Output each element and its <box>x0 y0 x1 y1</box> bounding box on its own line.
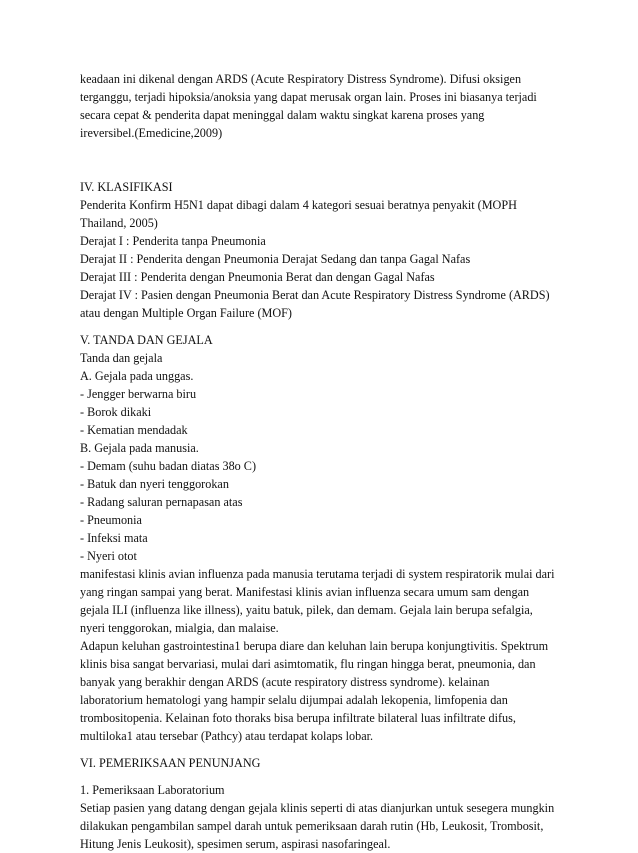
list-item: - Demam (suhu badan diatas 38o C) <box>80 459 256 473</box>
text-line: yang ringan sampai yang berat. Manifestasi klinis avian influenza secara umum sam dengan <box>80 585 530 599</box>
text-line: ireversibel.(Emedicine,2009) <box>80 126 223 140</box>
list-item: - Radang saluran pernapasan atas <box>80 495 243 509</box>
text-line: Setiap pasien yang datang dengan gejala klinis seperti di atas dianjurkan untuk sesegera mungkin <box>80 801 555 815</box>
text-line: Adapun keluhan gastrointestina1 berupa diare dan keluhan lain berupa konjungtivitis. Spektrum <box>80 639 549 653</box>
text-line: Derajat I : Penderita tanpa Pneumonia <box>80 234 266 248</box>
text-line: atau dengan Multiple Organ Failure (MOF) <box>80 306 292 320</box>
text-line: Penderita Konfirm H5N1 dapat dibagi dalam 4 kategori sesuai beratnya penyakit (MOPH <box>80 198 517 212</box>
text-line: gejala ILI (influenza like illness), yaitu batuk, pilek, dan demam. Gejala lain berupa sefalgia, <box>80 603 533 617</box>
text-line: secara cepat & penderita dapat meninggal dalam waktu singkat karena proses yang <box>80 108 485 122</box>
text-line: manifestasi klinis avian influenza pada manusia terutama terjadi di system respiratorik mulai dari <box>80 567 555 581</box>
text-line: klinis bisa sangat bervariasi, mulai dari asimtomatik, flu ringan hingga berat, pneumonia, dan <box>80 657 536 671</box>
text-line: terganggu, terjadi hipoksia/anoksia yang dapat merusak organ lain. Proses ini biasanya terjadi <box>80 90 537 104</box>
text-line: laboratorium hematologi yang hampir selalu dijumpai adalah lekopenia, limfopenia dan <box>80 693 508 707</box>
spacer <box>80 772 580 781</box>
paragraph-intro <box>80 70 580 142</box>
section-heading: VI. PEMERIKSAAN PENUNJANG <box>80 756 261 770</box>
section-heading: V. TANDA DAN GEJALA <box>80 333 213 347</box>
list-item: - Borok dikaki <box>80 405 152 419</box>
section-pemeriksaan <box>80 754 580 772</box>
section-tanda-gejala <box>80 331 580 745</box>
document-page <box>80 70 580 853</box>
text-line: Tanda dan gejala <box>80 351 163 365</box>
list-item: - Pneumonia <box>80 513 142 527</box>
text-line: A. Gejala pada unggas. <box>80 369 194 383</box>
spacer <box>80 745 580 754</box>
text-line: Derajat III : Penderita dengan Pneumonia Berat dan dengan Gagal Nafas <box>80 270 435 284</box>
text-line: Derajat II : Penderita dengan Pneumonia Derajat Sedang dan tanpa Gagal Nafas <box>80 252 471 266</box>
spacer <box>80 322 580 331</box>
text-line: multiloka1 atau tersebar (Pathcy) atau terdapat kolaps lobar. <box>80 729 374 743</box>
list-item: - Kematian mendadak <box>80 423 188 437</box>
list-item: - Jengger berwarna biru <box>80 387 197 401</box>
text-line: banyak yang berakhir dengan ARDS (acute respiratory distress syndrome). kelainan <box>80 675 490 689</box>
subsection-laboratorium <box>80 781 580 853</box>
subsection-heading: 1. Pemeriksaan Laboratorium <box>80 783 225 797</box>
text-line: dilakukan pengambilan sampel darah untuk pemeriksaan darah rutin (Hb, Leukosit, Trombosit, <box>80 819 544 833</box>
text-line: trombositopenia. Kelainan foto thoraks bisa berupa infiltrate bilateral luas infiltrate difus, <box>80 711 516 725</box>
text-line: B. Gejala pada manusia. <box>80 441 199 455</box>
list-item: - Batuk dan nyeri tenggorokan <box>80 477 229 491</box>
text-line: Derajat IV : Pasien dengan Pneumonia Berat dan Acute Respiratory Distress Syndrome (ARDS) <box>80 288 550 302</box>
text-line: Hitung Jenis Leukosit), spesimen serum, aspirasi nasofaringeal. <box>80 837 391 851</box>
list-item: - Infeksi mata <box>80 531 148 545</box>
list-item: - Nyeri otot <box>80 549 137 563</box>
spacer <box>80 142 580 178</box>
text-line: keadaan ini dikenal dengan ARDS (Acute Respiratory Distress Syndrome). Difusi oksigen <box>80 72 522 86</box>
section-heading: IV. KLASIFIKASI <box>80 180 173 194</box>
text-line: Thailand, 2005) <box>80 216 158 230</box>
text-line: nyeri tenggorokan, mialgia, dan malaise. <box>80 621 279 635</box>
section-klasifikasi <box>80 178 580 322</box>
